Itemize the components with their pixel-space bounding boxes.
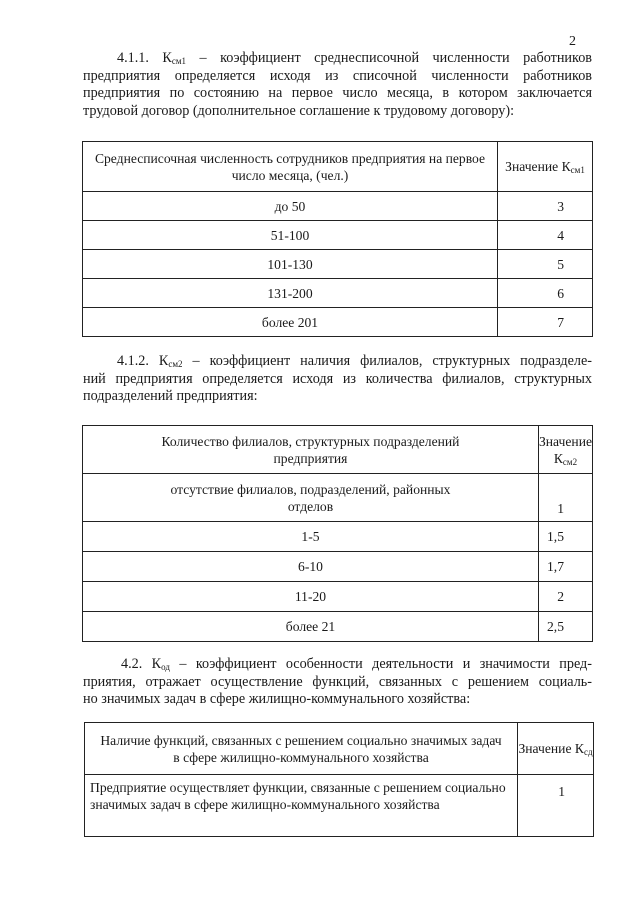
table-cell: более 201 [83, 308, 498, 337]
table-branches-coefficient [82, 425, 593, 642]
table-cell: Предприятие осуществляет функции, связанные с решением социально значимых задач в сфере жилищно-коммунального хозяйства [85, 775, 518, 837]
table-cell: 131-200 [83, 279, 498, 308]
table-cell: 2 [538, 582, 592, 612]
table-cell: 1,7 [538, 552, 592, 582]
table-cell: отсутствие филиалов, подразделений, районных отделов [83, 474, 539, 522]
table-cell: 2,5 [538, 612, 592, 642]
table-row [83, 192, 593, 221]
table-header-cell: Значение $К_{см1}$ [498, 142, 593, 192]
section-4-1-1-text: 4.1.1. $К_{см1}$ – коэффициент среднесписочной численности работников предприятия определяется исходя из списочной численности работников предприятия по состоянию на первое число месяца, в котором заключается трудовой договор (дополнительное соглашение к трудовому договору): [83, 50, 592, 119]
section-4-1-2-text: 4.1.2. $К_{см2}$ – коэффициент наличия филиалов, структурных подразделе- ний предприятия определяется исходя из количества филиалов, структурных подразделений предприятия: [83, 353, 592, 404]
table-row [83, 279, 593, 308]
table-cell: до 50 [83, 192, 498, 221]
table-header-row [83, 426, 593, 474]
table-cell: 6-10 [83, 552, 539, 582]
table-row [83, 552, 593, 582]
table-social-functions-coefficient [84, 722, 594, 837]
table-cell: 101-130 [83, 250, 498, 279]
table-header-cell: Значение $К_{см2}$ [538, 426, 592, 474]
table-row [83, 612, 593, 642]
table-cell: 51-100 [83, 221, 498, 250]
table-employees-coefficient [82, 141, 593, 337]
table-cell: 1 [518, 775, 594, 837]
table-cell: 1-5 [83, 522, 539, 552]
table-row [83, 474, 593, 522]
table-cell: 7 [498, 308, 593, 337]
table-cell: 6 [498, 279, 593, 308]
table-row [83, 522, 593, 552]
table-row [83, 250, 593, 279]
table-cell: 3 [498, 192, 593, 221]
table-cell: более 21 [83, 612, 539, 642]
table-cell: 11-20 [83, 582, 539, 612]
table-cell: 4 [498, 221, 593, 250]
page-number: 2 [569, 34, 576, 49]
section-4-2-heading: 4.2. К [121, 656, 162, 672]
table-row [83, 582, 593, 612]
table-cell: 5 [498, 250, 593, 279]
table-row [83, 308, 593, 337]
table-header-cell: Среднесписочная численность сотрудников предприятия на первое число месяца, (чел.) [83, 142, 498, 192]
section-4-2-text: 4.2. $К_{од}$ – коэффициент особенности деятельности и значимости пред- приятия, отражает осуществление функций, связанных с решением социаль- но значимых задач в сфере жилищно-коммунального хозяйства: [83, 656, 592, 707]
table-row [83, 221, 593, 250]
table-header-cell: Наличие функций, связанных с решением социально значимых задач в сфере жилищно-коммунального хозяйства [85, 723, 518, 775]
table-cell: 1 [538, 474, 592, 522]
table-cell: 1,5 [538, 522, 592, 552]
table-row [85, 775, 594, 837]
table-header-cell: Количество филиалов, структурных подразделений предприятия [83, 426, 539, 474]
section-4-1-1-heading: 4.1.1. К [117, 50, 172, 66]
table-header-cell: Значение $К_{сд}$ [518, 723, 594, 775]
table-header-row [85, 723, 594, 775]
section-4-1-2-heading: 4.1.2. К [117, 353, 169, 369]
table-header-row [83, 142, 593, 192]
